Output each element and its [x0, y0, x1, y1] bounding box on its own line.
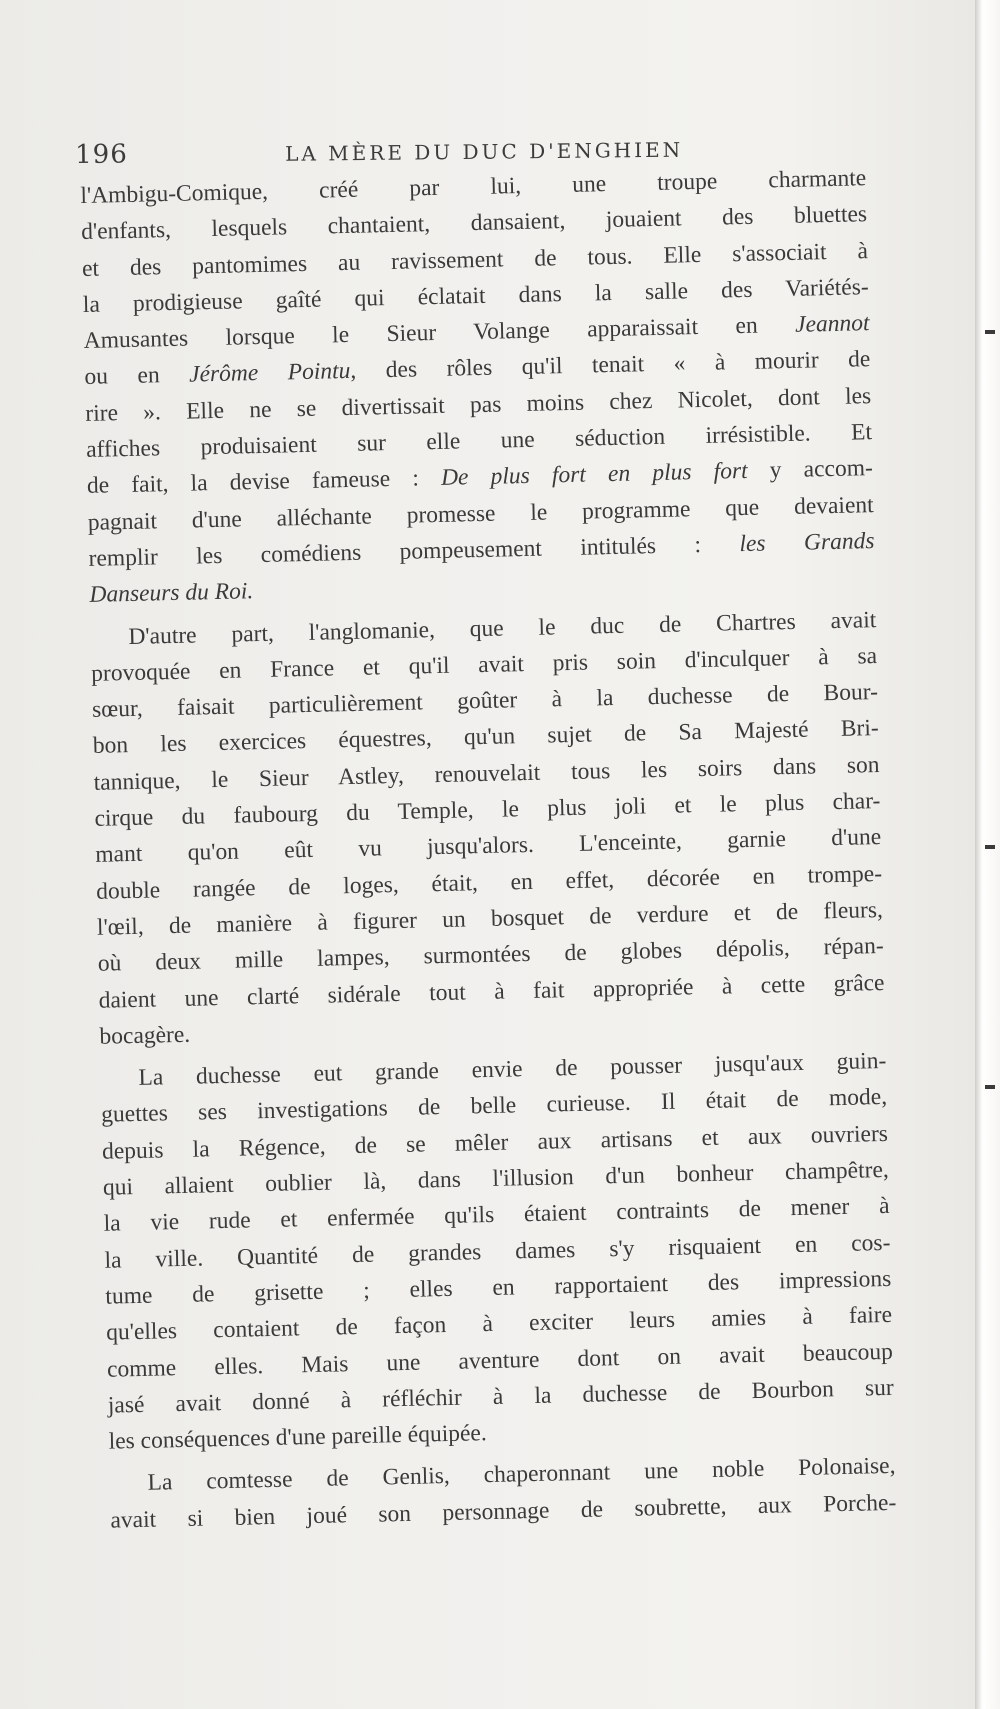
text-segment: La duchesse eut grande envie de pousser jusqu'aux guin- [138, 1048, 887, 1092]
margin-mark [985, 845, 995, 849]
page-number: 196 [75, 139, 128, 170]
text-segment: la ville. Quantité de grandes dames s'y risquaient en cos- [104, 1229, 891, 1274]
text-segment: d'enfants, lesquels chantaient, dansaient, jouaient des bluettes [80, 201, 868, 246]
text-segment: les conséquences d'une pareille équipée. [108, 1420, 488, 1455]
text-segment: ou en [84, 362, 190, 391]
italic-text: Jeannot [794, 310, 870, 338]
text-segment: provoquée en France et qu'il avait pris soin d'inculquer à sa [90, 642, 878, 687]
text-segment: tannique, le Sieur Astley, renouvelait tous les soirs dans son [93, 751, 880, 796]
text-segment: double rangée de loges, était, en effet, décorée en trompe- [95, 860, 883, 905]
text-segment: de fait, la devise fameuse : [86, 465, 442, 500]
text-segment: jasé avait donné à réfléchir à la duchesse de Bourbon sur [107, 1374, 894, 1419]
text-segment: remplir les comédiens pompeusement intitulés : [88, 531, 740, 572]
text-segment: daient une clarté sidérale tout à fait appropriée à cette grâce [98, 969, 885, 1014]
paragraph [90, 602, 886, 1055]
text-segment: l'œil, de manière à figurer un bosquet de verdure et de fleurs, [96, 896, 884, 941]
italic-text: les Grands [739, 528, 875, 558]
paragraph [109, 1448, 896, 1538]
italic-text: Jérôme Pointu [188, 358, 351, 389]
running-title: LA MÈRE DU DUC D'ENGHIEN [285, 137, 684, 166]
body-text [80, 160, 897, 1544]
text-segment: avait si bien joué son personnage de soubrette, aux Porche- [110, 1489, 897, 1534]
paragraph [100, 1043, 895, 1460]
text-segment: Amusantes lorsque le Sieur Volange apparaissait en [83, 312, 796, 355]
margin-mark [985, 330, 995, 334]
text-segment: guettes ses investigations de belle curieuse. Il était de mode, [100, 1084, 888, 1129]
text-segment: affiches produisaient sur elle une séduction irrésistible. Et [85, 419, 873, 464]
page-gutter [975, 0, 1000, 1709]
text-segment: qu'elles contaient de façon à exciter leurs amies à faire [105, 1302, 893, 1346]
text-segment: tume de grisette ; elles en rapportaient des impressions [105, 1265, 892, 1310]
paragraph [80, 160, 876, 613]
text-segment: , des rôles qu'il tenait « à mourir de [350, 346, 871, 385]
text-segment: pagnait d'une alléchante promesse le programme que devaient [87, 491, 874, 536]
italic-text: Danseurs du Roi. [89, 578, 254, 609]
text-segment: depuis la Régence, de se mêler aux artisans et aux ouvriers [101, 1120, 889, 1165]
text-segment: la vie rude et enfermée qu'ils étaient contraints de mener à [103, 1193, 890, 1238]
text-segment: sœur, faisait particulièrement goûter à la duchesse de Bour- [91, 679, 879, 724]
text-segment: la prodigieuse gaîté qui éclatait dans la salle des Variétés- [82, 274, 869, 318]
text-segment: rire ». Elle ne se divertissait pas moins chez Nicolet, dont les [85, 382, 872, 427]
text-segment: mant qu'on eût vu jusqu'alors. L'enceinte, garnie d'une [95, 824, 882, 869]
text-segment: l'Ambigu-Comique, créé par lui, une troupe charmante [80, 165, 867, 209]
text-segment: et des pantomimes au ravissement de tous. Elle s'associait à [81, 237, 869, 282]
text-segment: où deux mille lampes, surmontées de globes dépolis, répan- [97, 933, 884, 978]
text-segment: comme elles. Mais une aventure dont on avait beaucoup [106, 1338, 894, 1383]
italic-text: De plus fort en plus fort [440, 458, 748, 492]
text-segment: D'autre part, l'anglomanie, que le duc de Chartres avait [128, 606, 877, 650]
text-segment: bocagère. [99, 1021, 191, 1050]
text-segment: La comtesse de Genlis, chaperonnant une noble Polonaise, [147, 1453, 896, 1497]
text-segment: qui allaient oublier là, dans l'illusion d'un bonheur champêtre, [102, 1156, 890, 1201]
text-segment: y accom- [747, 455, 874, 485]
text-segment: bon les exercices équestres, qu'un sujet de Sa Majesté Bri- [92, 715, 879, 760]
text-segment: cirque du faubourg du Temple, le plus joli et le plus char- [94, 788, 881, 832]
margin-mark [985, 1085, 995, 1089]
